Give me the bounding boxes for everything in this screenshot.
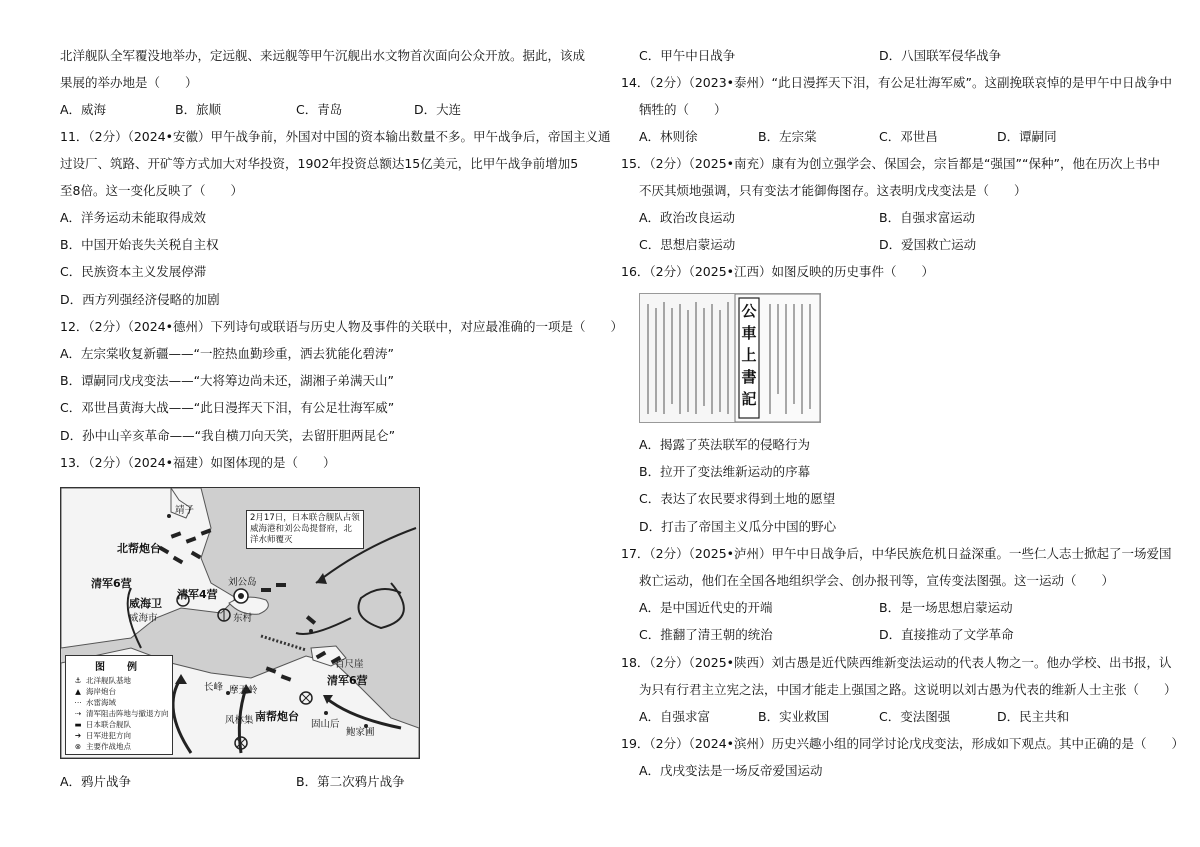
- q14-option-d[interactable]: D．谭嗣同: [997, 129, 1057, 144]
- q19-option-a[interactable]: A．戊戌变法是一场反帝爱国运动: [639, 763, 823, 778]
- document-graphics: [640, 294, 820, 422]
- legend-item-battle-site: ⊗ 主要作战地点: [70, 742, 131, 751]
- map-label-weihai-city: 威海市: [129, 613, 158, 624]
- weihaiwei-battle-map: [60, 487, 420, 759]
- q12-option-d[interactable]: D．孙中山辛亥革命——“我自横刀向天笑，去留肝胆两昆仑”: [60, 428, 396, 443]
- q16-stem: 16．（2分）（2025•江西）如图反映的历史事件（ ）: [621, 264, 935, 279]
- map-label-gushanhou: 固山后: [311, 719, 340, 730]
- map-label-changfeng: 长峰: [204, 682, 224, 693]
- mine-area-icon: ⋯: [74, 698, 82, 707]
- q15-option-a[interactable]: A．政治改良运动: [639, 210, 736, 225]
- q15-stem-line-1: 15．（2分）（2025•南充）康有为创立强学会、保国会，宗旨都是“强国”“保种”，他在历次上书中: [621, 156, 1160, 171]
- q18-option-d[interactable]: D．民主共和: [997, 709, 1070, 724]
- q15-option-b[interactable]: B．自强求富运动: [879, 210, 976, 225]
- q17-stem-line-2: 救亡运动，他们在全国各地组织学会、创办报刊等，宣传变法图强。这一运动（ ）: [639, 573, 1115, 588]
- legend-item-mines: ⋯ 水雷海域: [70, 698, 116, 707]
- map-label-nanbang-fort: 南帮炮台: [255, 710, 299, 723]
- retreat-arrow-icon: ⇢: [74, 709, 82, 718]
- anchor-icon: ⚓: [74, 676, 82, 685]
- q14-option-c[interactable]: C．邓世昌: [879, 129, 938, 144]
- map-label-baojiayuan: 鲍家圃: [346, 727, 375, 738]
- map-label-baichiyai: 百尺崖: [335, 659, 364, 670]
- q17-option-a[interactable]: A．是中国近代史的开端: [639, 600, 773, 615]
- q13-option-a[interactable]: A．鸦片战争: [60, 774, 132, 789]
- q13-option-d[interactable]: D．八国联军侵华战争: [879, 48, 1002, 63]
- q10-option-c[interactable]: C．青岛: [296, 102, 343, 117]
- q17-option-c[interactable]: C．推翻了清王朝的统治: [639, 627, 773, 642]
- q16-option-d[interactable]: D．打击了帝国主义瓜分中国的野心: [639, 519, 837, 534]
- q10-stem-line-2: 果展的举办地是（ ）: [60, 75, 198, 90]
- fort-icon: ▲: [75, 687, 81, 696]
- legend-title: 图 例: [95, 662, 143, 673]
- map-legend: [65, 655, 173, 755]
- q10-option-b[interactable]: B．旅顺: [175, 102, 222, 117]
- q13-option-b[interactable]: B．第二次鸦片战争: [296, 774, 405, 789]
- q18-option-b[interactable]: B．实业救国: [758, 709, 830, 724]
- q12-stem: 12．（2分）（2024•德州）下列诗句或联语与历史人物及事件的关联中，对应最准确的一项是（ ）: [60, 319, 624, 334]
- map-label-fenglin: 风林集: [225, 715, 254, 726]
- q11-option-c[interactable]: C．民族资本主义发展停滞: [60, 264, 207, 279]
- battle-site-icon: ⊗: [74, 742, 82, 751]
- map-annotation-feb17: 2月17日，日本联合舰队占领威海港和刘公岛提督府，北洋水师覆灭: [246, 510, 364, 549]
- q10-stem-line-1: 北洋舰队全军覆没地举办，定远舰、来远舰等甲午沉舰出水文物首次面向公众开放。据此，该成: [60, 48, 586, 63]
- q18-stem-line-1: 18．（2分）（2025•陕西）刘古愚是近代陕西维新变法运动的代表人物之一。他办学校、出书报，认: [621, 655, 1172, 670]
- q11-option-a[interactable]: A．洋务运动未能取得成效: [60, 210, 207, 225]
- q14-stem-line-2: 牺牲的（ ）: [639, 102, 727, 117]
- q12-option-a[interactable]: A．左宗棠收复新疆——“一腔热血勤珍重，洒去犹能化碧涛”: [60, 346, 395, 361]
- q16-option-a[interactable]: A．揭露了英法联军的侵略行为: [639, 437, 811, 452]
- map-label-qing-4-battalions: 清军4营: [177, 588, 218, 601]
- map-label-qing-6-battalions-a: 清军6营: [91, 577, 132, 590]
- q17-option-b[interactable]: B．是一场思想启蒙运动: [879, 600, 1013, 615]
- q16-option-b[interactable]: B．拉开了变法维新运动的序幕: [639, 464, 811, 479]
- ship-icon: ▬: [74, 720, 82, 729]
- q11-stem-line-2: 过设厂、筑路、开矿等方式加大对华投资，1902年投资总额达15亿美元，比甲午战争前增加5: [60, 156, 579, 171]
- map-label-jingzi: 靖子: [175, 505, 195, 516]
- q11-option-b[interactable]: B．中国开始丧失关税自主权: [60, 237, 219, 252]
- q10-option-a[interactable]: A．威海: [60, 102, 107, 117]
- map-label-weihaiwei: 威海卫: [129, 597, 162, 610]
- map-label-beibang-fort: 北帮炮台: [117, 542, 161, 555]
- map-label-liugong-island: 刘公岛: [228, 577, 257, 588]
- q12-option-b[interactable]: B．谭嗣同戊戌变法——“大将筹边尚未还，湖湘子弟满天山”: [60, 373, 395, 388]
- legend-item-base: ⚓ 北洋舰队基地: [70, 676, 131, 685]
- document-title: 公車上書記: [741, 302, 757, 408]
- q14-stem-line-1: 14．（2分）（2023•泰州）“此日漫挥天下泪，有公足壮海军威”。这副挽联哀悼的是甲午中日战争中: [621, 75, 1172, 90]
- q18-option-a[interactable]: A．自强求富: [639, 709, 711, 724]
- q12-option-c[interactable]: C．邓世昌黄海大战——“此日漫挥天下泪，有公足壮海军威”: [60, 400, 395, 415]
- q13-option-c[interactable]: C．甲午中日战争: [639, 48, 736, 63]
- q18-option-c[interactable]: C．变法图强: [879, 709, 951, 724]
- q18-stem-line-2: 为只有行君主立宪之法，中国才能走上强国之路。这说明以刘古愚为代表的维新人士主张（ ）: [639, 682, 1177, 697]
- map-label-dongcun: 东村: [233, 613, 253, 624]
- gongche-shangshu-document-photo: [639, 293, 821, 423]
- map-label-motian-ridge: 摩天岭: [229, 685, 258, 696]
- q11-stem-line-1: 11．（2分）（2024•安徽）甲午战争前，外国对中国的资本输出数量不多。甲午战争后，帝国主义通: [60, 129, 611, 144]
- q16-option-c[interactable]: C．表达了农民要求得到土地的愿望: [639, 491, 836, 506]
- q15-option-d[interactable]: D．爱国救亡运动: [879, 237, 977, 252]
- q14-option-b[interactable]: B．左宗棠: [758, 129, 817, 144]
- q13-stem: 13．（2分）（2024•福建）如图体现的是（ ）: [60, 455, 336, 470]
- q17-stem-line-1: 17．（2分）（2025•泸州）甲午中日战争后，中华民族危机日益深重。一些仁人志士掀起了一场爱国: [621, 546, 1172, 561]
- advance-arrow-icon: ➔: [74, 731, 82, 740]
- legend-item-japan-fleet: ▬ 日本联合舰队: [70, 720, 131, 729]
- q19-stem: 19．（2分）（2024•滨州）历史兴趣小组的同学讨论戊戌变法，形成如下观点。其中正确的是（ ）: [621, 736, 1185, 751]
- q17-option-d[interactable]: D．直接推动了文学革命: [879, 627, 1014, 642]
- q11-stem-line-3: 至8倍。这一变化反映了（ ）: [60, 183, 243, 198]
- map-label-qing-6-battalions-b: 清军6营: [327, 674, 368, 687]
- q10-option-d[interactable]: D．大连: [414, 102, 462, 117]
- q14-option-a[interactable]: A．林则徐: [639, 129, 698, 144]
- q15-stem-line-2: 不厌其烦地强调，只有变法才能御侮图存。这表明戊戌变法是（ ）: [639, 183, 1027, 198]
- legend-item-fort: ▲ 海岸炮台: [70, 687, 116, 696]
- legend-item-qing-retreat: ⇢ 清军阻击阵地与撤退方向: [70, 709, 169, 718]
- q11-option-d[interactable]: D．西方列强经济侵略的加剧: [60, 292, 220, 307]
- q15-option-c[interactable]: C．思想启蒙运动: [639, 237, 736, 252]
- legend-item-japan-advance: ➔ 日军进犯方向: [70, 731, 131, 740]
